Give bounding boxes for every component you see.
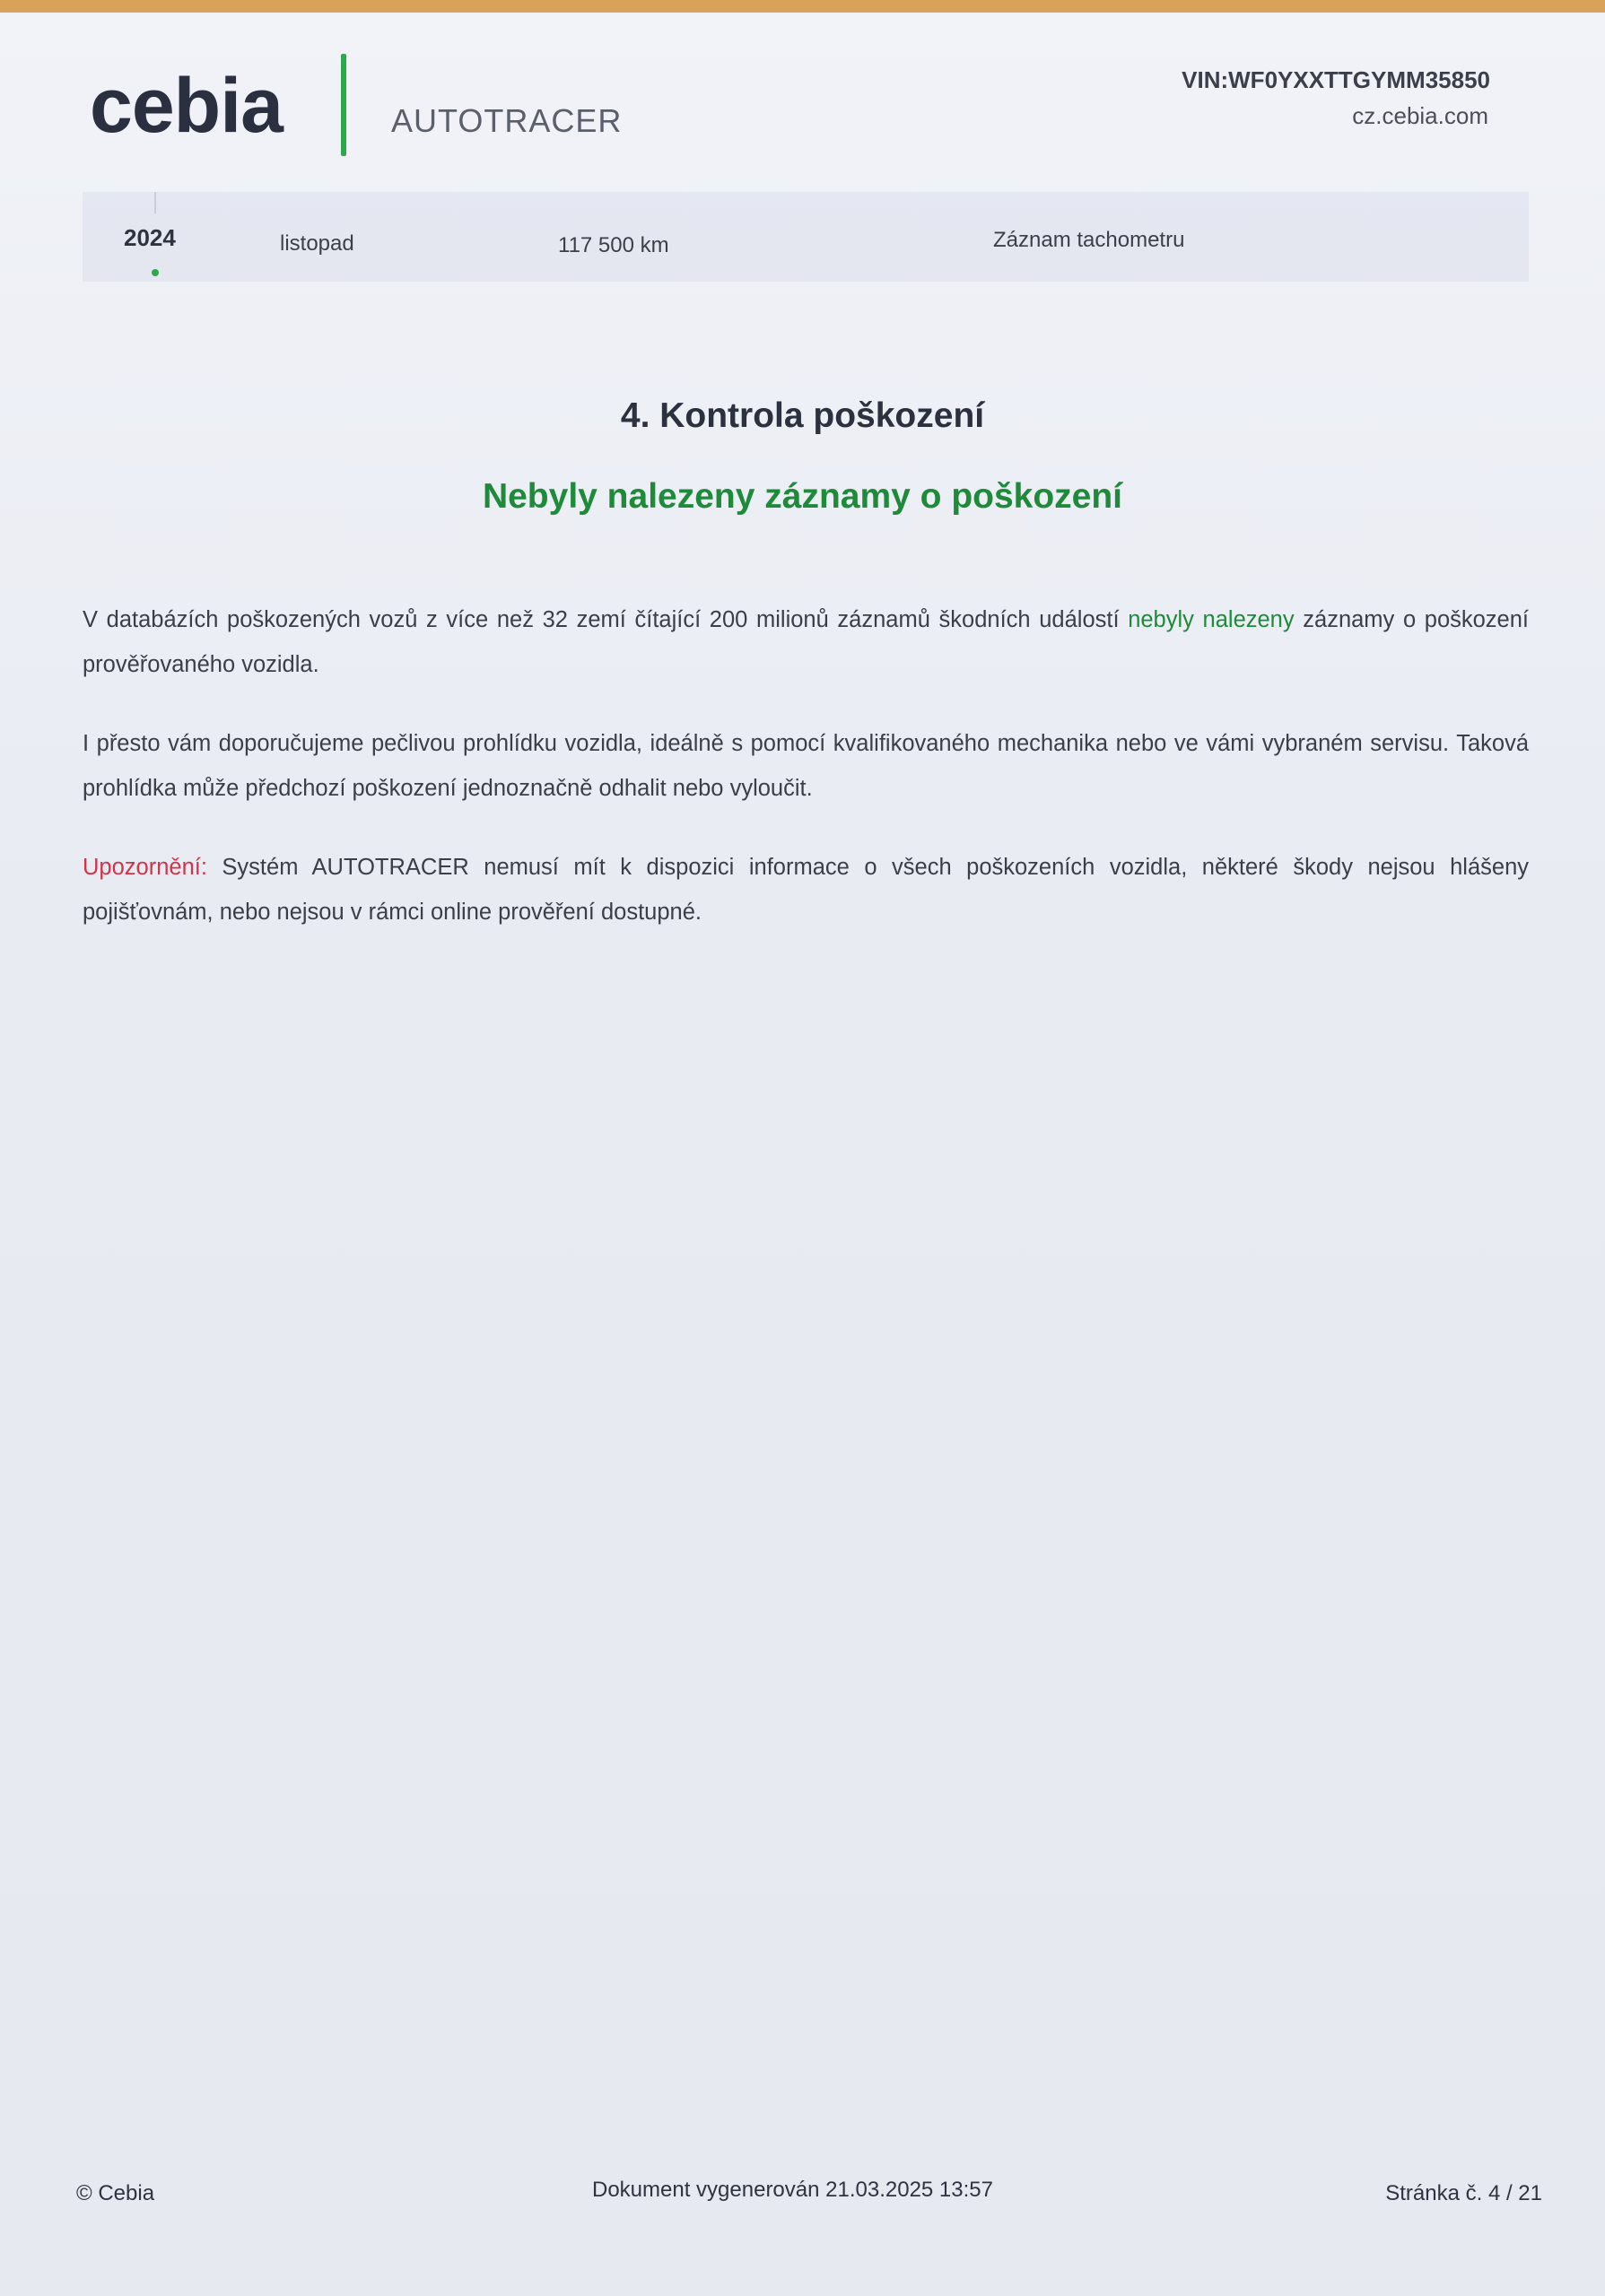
section-title: 4. Kontrola poškození [620, 396, 985, 435]
website-link[interactable]: cz.cebia.com [1352, 102, 1488, 129]
p1-text-after: záznamy o poškození prověřovaného vozidla. [83, 607, 1530, 677]
timeline-record-type: Záznam tachometru [993, 228, 1185, 252]
timeline-row [83, 192, 1529, 282]
logo-divider [341, 54, 346, 156]
warning-text: Systém AUTOTRACER nemusí mít k dispozici informace o všech poškozeních vozidla, některé škody nejsou hlášeny pojišťovnám, nebo nejsou v rámci online prověření dostupné. [83, 855, 1529, 925]
document-page [0, 13, 1605, 2296]
warning-label: Upozornění: [83, 855, 207, 880]
footer-copyright: © Cebia [76, 2181, 155, 2205]
footer-generated: Dokument vygenerován 21.03.2025 13:57 [592, 2178, 993, 2202]
p1-text-before: V databázích poškozených vozů z více než 32 zemí čítající 200 milionů záznamů škodních událostí [83, 607, 1129, 632]
paragraph-warning [83, 845, 1529, 935]
timeline-line [154, 192, 156, 213]
timeline-mileage: 117 500 km [558, 233, 669, 257]
cebia-logo: cebia [90, 63, 283, 149]
timeline-month: listopad [280, 231, 354, 256]
result-heading: Nebyly nalezeny záznamy o poškození [482, 477, 1123, 516]
paragraph-database-check [83, 597, 1529, 687]
timeline-year: 2024 [124, 224, 176, 251]
footer-page-number: Stránka č. 4 / 21 [1385, 2181, 1542, 2205]
timeline-dot [152, 269, 159, 276]
paragraph-recommendation: I přesto vám doporučujeme pečlivou prohlídku vozidla, ideálně s pomocí kvalifikovaného mechanika nebo ve vámi vybraném servisu. Taková prohlídka může předchozí poškození jednoznačně odhalit nebo vyloučit. [83, 731, 1529, 801]
vin-number: VIN:WF0YXXTTGYMM35850 [1182, 66, 1490, 93]
product-name: AUTOTRACER [391, 102, 623, 139]
p1-highlight: nebyly nalezeny [1128, 607, 1295, 632]
